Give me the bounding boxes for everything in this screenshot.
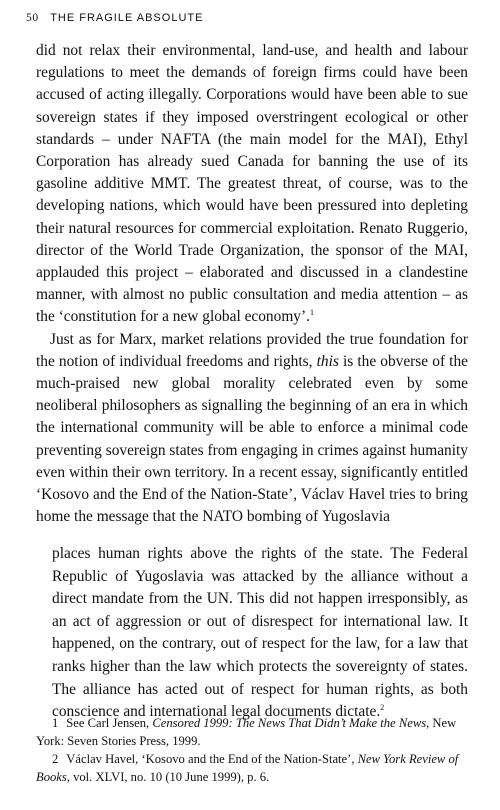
block-quote-paragraph (52, 543, 468, 724)
footnote-title: Censored 1999: The News That Didn’t Make the News (152, 716, 427, 730)
page-number: 50 (26, 12, 39, 24)
block-quote-text: places human rights above the rights of the state. The Federal Republic of Yugoslavia was attacked by the alliance without a direct mandate from the UN. This did not happen irresponsibly, as an act of aggression or out of disrespect for international law. It happened, on the contrary, out of respect for the law, for a law that ranks higher than the law which protects the sovereignty of states. The alliance has acted out of respect for human rights, as both conscience and international legal documents dictate. (52, 545, 468, 721)
paragraph-2-text-b: is the obverse of the much-praised new global morality celebrated even by some neoliberal philosophers as signalling the beginning of an era in which the international community will be able to enforce a minimal code preventing sovereign states from engaging in crimes against humanity even within their own territory. In a recent essay, significantly entitled ‘Kosovo and the End of the Nation-State’, Václav Havel tries to bring home the message that the NATO bombing of Yugoslavia (36, 352, 468, 526)
paragraph-1 (36, 40, 468, 329)
footnote-text: See Carl Jensen, (66, 716, 153, 730)
block-quote (52, 543, 468, 724)
footnote-text: , New York: Seven Stories Press, 1999. (36, 716, 457, 748)
footnote-1 (36, 714, 468, 750)
paragraph-2-text-a: Just as for Marx, market relations provided the true foundation for the notion of individual freedoms and rights, (36, 330, 468, 370)
running-title: THE FRAGILE ABSOLUTE (50, 12, 204, 24)
footnote-text: , vol. XLVI, no. 10 (10 June 1999), p. 6. (66, 770, 270, 784)
footnote-ref-1: 1 (309, 308, 314, 318)
paragraph-2 (36, 329, 468, 529)
footnote-number: 1 (52, 716, 59, 730)
footnote-number: 2 (52, 752, 59, 766)
main-text (36, 40, 468, 528)
footnotes (36, 714, 468, 786)
footnote-text: Václav Havel, ‘Kosovo and the End of the Nation-State’, (66, 752, 358, 766)
footnote-title: New York Review of Books (36, 752, 459, 784)
running-header (26, 12, 203, 24)
paragraph-2-emphasis: this (316, 352, 339, 370)
footnote-2 (36, 750, 468, 786)
footnote-ref-2: 2 (380, 703, 385, 713)
paragraph-1-text: did not relax their environmental, land-use, and health and labour regulations to meet the demands of foreign firms could have been accused of acting illegally. Corporations would have been able to sue sovereign states if they imposed overstringent ecological or other standards – under NAFTA (the main model for the MAI), Ethyl Corporation has already sued Canada for banning the use of its gasoline additive MMT. The greatest threat, of course, was to the developing nations, which would have been pressured into depleting their natural resources for commercial exploitation. Renato Ruggerio, director of the World Trade Organization, the sponsor of the MAI, applauded this project – elaborated and discussed in a clandestine manner, with almost no public consultation and media attention – as the ‘constitution for a new global economy’. (36, 42, 468, 326)
